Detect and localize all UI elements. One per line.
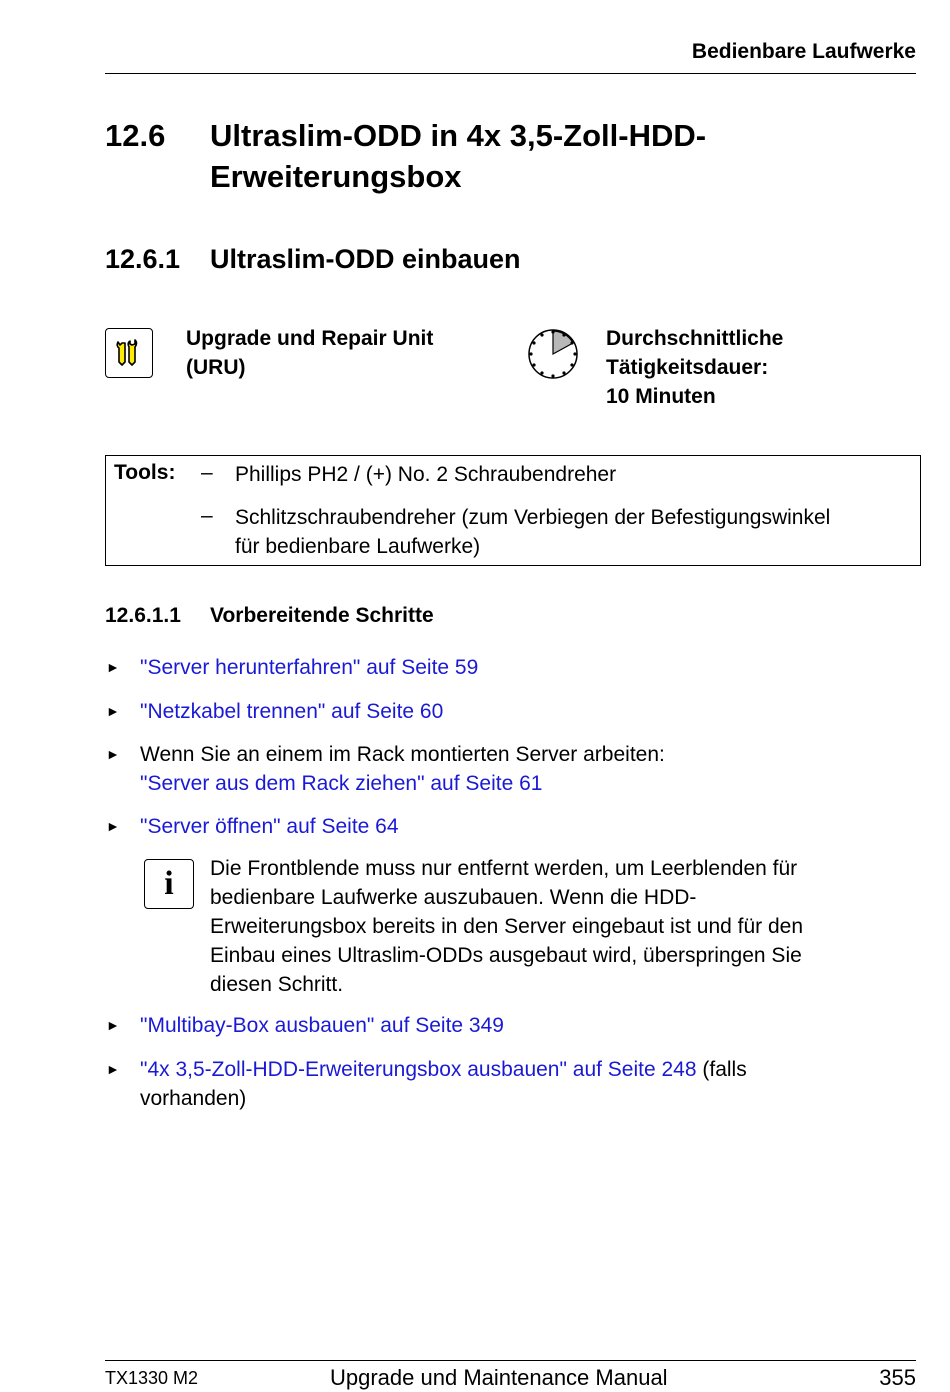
info-line: bedienbare Laufwerke auszubauen. Wenn die HDD- [210,886,697,909]
tool-item: Phillips PH2 / (+) No. 2 Schraubendreher [235,463,617,486]
header-rule [105,73,916,74]
list-item [140,653,900,682]
list-item [140,1011,900,1040]
info-line: diesen Schritt. [210,973,344,996]
info-icon: i [144,859,194,909]
clock-icon [526,327,580,381]
tools-label: Tools: [114,461,176,484]
step-suffix: (falls [696,1058,747,1081]
list-item [140,812,900,841]
tools-dash: – [201,461,213,484]
footer-rule [105,1360,916,1361]
subsection-title: Ultraslim-ODD einbauen [210,244,521,274]
footer-manual-title: Upgrade und Maintenance Manual [330,1365,668,1390]
subsection-number: 12.6.1 [105,244,181,274]
link-server-aus-rack-ziehen[interactable]: "Server aus dem Rack ziehen" auf Seite 61 [140,772,543,795]
bullet-icon: ► [106,1061,120,1077]
bullet-icon: ► [106,818,120,834]
link-hdd-erweiterungsbox-ausbauen[interactable]: "4x 3,5-Zoll-HDD-Erweiterungsbox ausbauen" auf Seite 248 [140,1058,697,1081]
tool-item-line1: Schlitzschraubendreher (zum Verbiegen der Befestigungswinkel [235,506,831,529]
step-suffix-line2: vorhanden) [140,1087,247,1110]
uru-line2: (URU) [186,356,246,379]
list-item [140,697,900,726]
list-item [140,1055,900,1113]
bullet-icon: ► [106,703,120,719]
bullet-icon: ► [106,659,120,675]
info-line: Erweiterungsbox bereits in den Server eingebaut ist und für den [210,915,804,938]
bullet-icon: ► [106,1017,120,1033]
list-item [140,740,900,798]
steps-section-title: Vorbereitende Schritte [210,604,434,627]
footer-model: TX1330 M2 [105,1368,199,1388]
section-title-line1: Ultraslim-ODD in 4x 3,5-Zoll-HDD- [210,118,707,153]
duration-line2: Tätigkeitsdauer: [606,356,769,379]
tool-item [235,503,915,561]
uru-line1: Upgrade und Repair Unit [186,327,434,350]
duration-line1: Durchschnittliche [606,327,784,350]
running-header: Bedienbare Laufwerke [691,40,916,63]
wrench-tools-icon [105,328,153,378]
link-server-herunterfahren[interactable]: "Server herunterfahren" auf Seite 59 [140,656,479,679]
bullet-icon: ► [106,746,120,762]
link-netzkabel-trennen[interactable]: "Netzkabel trennen" auf Seite 60 [140,700,444,723]
section-number: 12.6 [105,118,166,153]
info-note [210,854,890,999]
page-number: 355 [879,1365,916,1390]
section-title-line2: Erweiterungsbox [210,159,462,194]
info-line: Die Frontblende muss nur entfernt werden, um Leerblenden für [210,857,798,880]
link-multibay-box-ausbauen[interactable]: "Multibay-Box ausbauen" auf Seite 349 [140,1014,504,1037]
duration-label [606,324,906,411]
tools-dash: – [201,504,213,527]
uru-label [186,324,486,382]
section-title [210,115,850,197]
link-server-oeffnen[interactable]: "Server öffnen" auf Seite 64 [140,815,399,838]
steps-section-number: 12.6.1.1 [105,604,181,627]
info-line: Einbau eines Ultraslim-ODDs ausgebaut wird, überspringen Sie [210,944,802,967]
tool-item-line2: für bedienbare Laufwerke) [235,535,481,558]
step-text: Wenn Sie an einem im Rack montierten Server arbeiten: [140,743,665,766]
duration-value: 10 Minuten [606,385,716,408]
tools-box [105,455,921,566]
